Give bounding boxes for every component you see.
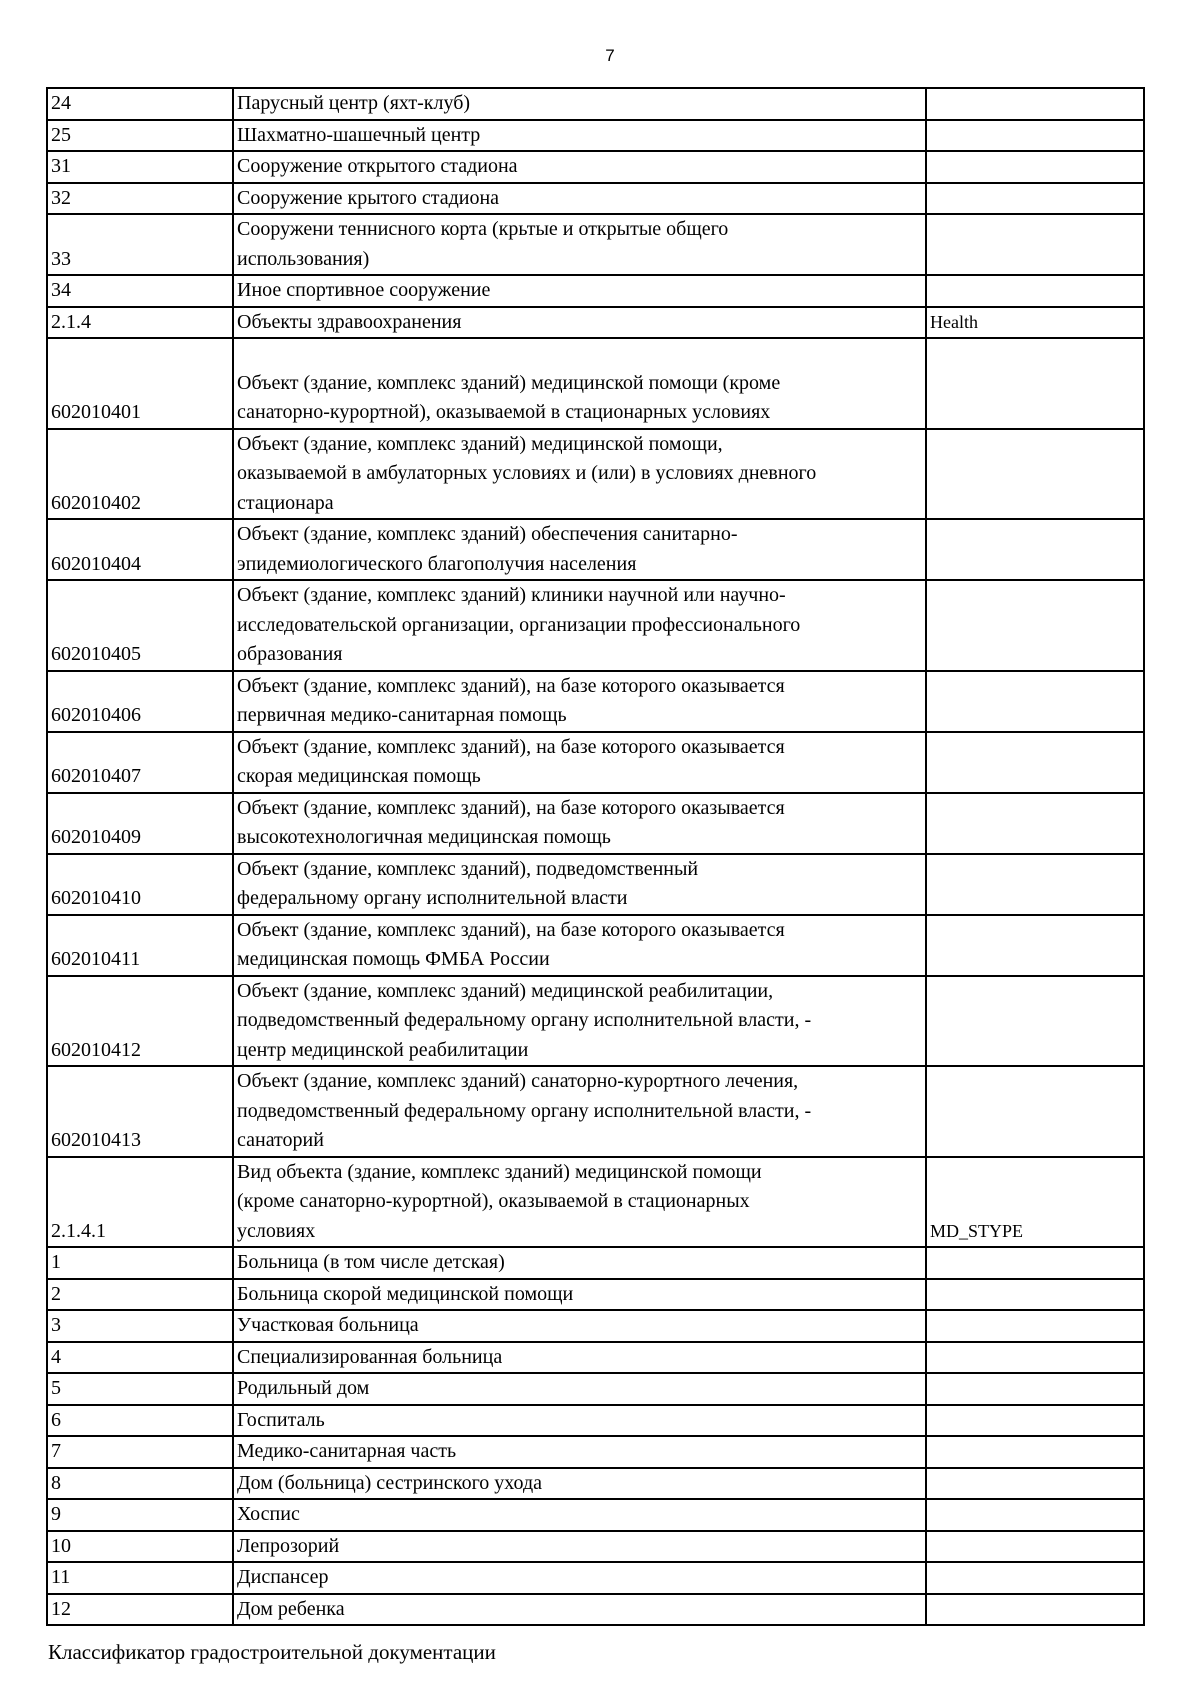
table-row	[47, 429, 1144, 520]
code-cell: 2	[47, 1279, 233, 1311]
name-cell: Лепрозорий	[233, 1531, 926, 1563]
table-row	[47, 338, 1144, 429]
table-row	[47, 732, 1144, 793]
name-cell: Объект (здание, комплекс зданий) клиники научной или научно- исследовательской организации, организации профессионального образования	[233, 580, 926, 671]
code-cell: 602010405	[47, 580, 233, 671]
tag-cell	[926, 88, 1144, 120]
code-cell: 2.1.4.1	[47, 1157, 233, 1248]
tag-cell: MD_STYPE	[926, 1157, 1144, 1248]
name-cell: Сооружени теннисного корта (крьтые и открытые общего использования)	[233, 214, 926, 275]
name-cell: Диспансер	[233, 1562, 926, 1594]
tag-cell	[926, 151, 1144, 183]
table-row	[47, 854, 1144, 915]
name-cell: Вид объекта (здание, комплекс зданий) медицинской помощи (кроме санаторно-курортной), оказываемой в стационарных условиях	[233, 1157, 926, 1248]
table-row	[47, 976, 1144, 1067]
table-row	[47, 1342, 1144, 1374]
tag-cell	[926, 1499, 1144, 1531]
name-cell: Специализированная больница	[233, 1342, 926, 1374]
name-cell: Объекты здравоохранения	[233, 307, 926, 339]
table-row	[47, 1468, 1144, 1500]
table-row	[47, 88, 1144, 120]
table-row	[47, 1066, 1144, 1157]
tag-cell	[926, 275, 1144, 307]
code-cell: 602010407	[47, 732, 233, 793]
table-row	[47, 793, 1144, 854]
name-cell: Объект (здание, комплекс зданий), подведомственный федеральному органу исполнительной власти	[233, 854, 926, 915]
tag-cell	[926, 1562, 1144, 1594]
code-cell: 25	[47, 120, 233, 152]
tag-cell	[926, 1373, 1144, 1405]
code-cell: 34	[47, 275, 233, 307]
code-cell: 5	[47, 1373, 233, 1405]
name-cell: Родильный дом	[233, 1373, 926, 1405]
code-cell: 602010409	[47, 793, 233, 854]
code-cell: 602010406	[47, 671, 233, 732]
document-footer: Классификатор градостроительной документации	[48, 1640, 496, 1664]
code-cell: 602010404	[47, 519, 233, 580]
code-cell: 12	[47, 1594, 233, 1626]
name-cell: Шахматно-шашечный центр	[233, 120, 926, 152]
tag-cell	[926, 1279, 1144, 1311]
table-row	[47, 1279, 1144, 1311]
table-row	[47, 1310, 1144, 1342]
tag-cell	[926, 214, 1144, 275]
code-cell: 2.1.4	[47, 307, 233, 339]
name-cell: Сооружение крытого стадиона	[233, 183, 926, 215]
name-cell: Объект (здание, комплекс зданий) медицинской реабилитации, подведомственный федеральному органу исполнительной власти, - центр медицинской реабилитации	[233, 976, 926, 1067]
tag-cell	[926, 338, 1144, 429]
name-cell: Дом (больница) сестринского ухода	[233, 1468, 926, 1500]
table-row	[47, 151, 1144, 183]
table-row	[47, 1499, 1144, 1531]
name-cell: Больница (в том числе детская)	[233, 1247, 926, 1279]
code-cell: 3	[47, 1310, 233, 1342]
table-row	[47, 1247, 1144, 1279]
code-cell: 602010410	[47, 854, 233, 915]
tag-cell	[926, 580, 1144, 671]
code-cell: 31	[47, 151, 233, 183]
table-row	[47, 1373, 1144, 1405]
name-cell: Объект (здание, комплекс зданий) санаторно-курортного лечения, подведомственный федеральному органу исполнительной власти, - санаторий	[233, 1066, 926, 1157]
table-row	[47, 1157, 1144, 1248]
name-cell: Сооружение открытого стадиона	[233, 151, 926, 183]
table-row	[47, 1531, 1144, 1563]
tag-cell	[926, 1436, 1144, 1468]
code-cell: 9	[47, 1499, 233, 1531]
name-cell: Госпиталь	[233, 1405, 926, 1437]
tag-cell	[926, 1468, 1144, 1500]
name-cell: Участковая больница	[233, 1310, 926, 1342]
name-cell: Объект (здание, комплекс зданий), на базе которого оказывается скорая медицинская помощь	[233, 732, 926, 793]
name-cell: Иное спортивное сооружение	[233, 275, 926, 307]
table-row	[47, 214, 1144, 275]
code-cell: 10	[47, 1531, 233, 1563]
name-cell: Объект (здание, комплекс зданий) медицинской помощи, оказываемой в амбулаторных условиях и (или) в условиях дневного стационара	[233, 429, 926, 520]
name-cell: Больница скорой медицинской помощи	[233, 1279, 926, 1311]
name-cell: Объект (здание, комплекс зданий), на базе которого оказывается высокотехнологичная медицинская помощь	[233, 793, 926, 854]
code-cell: 602010411	[47, 915, 233, 976]
tag-cell	[926, 1247, 1144, 1279]
code-cell: 32	[47, 183, 233, 215]
code-cell: 33	[47, 214, 233, 275]
name-cell: Хоспис	[233, 1499, 926, 1531]
tag-cell: Health	[926, 307, 1144, 339]
table-row	[47, 915, 1144, 976]
code-cell: 8	[47, 1468, 233, 1500]
name-cell: Объект (здание, комплекс зданий) медицинской помощи (кроме санаторно-курортной), оказываемой в стационарных условиях	[233, 338, 926, 429]
table-row	[47, 1436, 1144, 1468]
tag-cell	[926, 915, 1144, 976]
table-row	[47, 183, 1144, 215]
code-cell: 1	[47, 1247, 233, 1279]
tag-cell	[926, 1594, 1144, 1626]
name-cell: Объект (здание, комплекс зданий), на базе которого оказывается медицинская помощь ФМБА России	[233, 915, 926, 976]
tag-cell	[926, 976, 1144, 1067]
tag-cell	[926, 1066, 1144, 1157]
tag-cell	[926, 793, 1144, 854]
table-row	[47, 307, 1144, 339]
tag-cell	[926, 1405, 1144, 1437]
tag-cell	[926, 120, 1144, 152]
table-row	[47, 671, 1144, 732]
name-cell: Парусный центр (яхт-клуб)	[233, 88, 926, 120]
code-cell: 6	[47, 1405, 233, 1437]
code-cell: 602010402	[47, 429, 233, 520]
table-row	[47, 120, 1144, 152]
name-cell: Дом ребенка	[233, 1594, 926, 1626]
table-row	[47, 1594, 1144, 1626]
tag-cell	[926, 671, 1144, 732]
classifier-table	[46, 87, 1145, 1626]
tag-cell	[926, 183, 1144, 215]
tag-cell	[926, 732, 1144, 793]
code-cell: 7	[47, 1436, 233, 1468]
name-cell: Медико-санитарная часть	[233, 1436, 926, 1468]
code-cell: 11	[47, 1562, 233, 1594]
classifier-table-body	[47, 88, 1144, 1625]
table-row	[47, 1405, 1144, 1437]
code-cell: 602010401	[47, 338, 233, 429]
code-cell: 602010413	[47, 1066, 233, 1157]
name-cell: Объект (здание, комплекс зданий), на базе которого оказывается первичная медико-санитарная помощь	[233, 671, 926, 732]
tag-cell	[926, 429, 1144, 520]
name-cell: Объект (здание, комплекс зданий) обеспечения санитарно- эпидемиологического благополучия населения	[233, 519, 926, 580]
tag-cell	[926, 519, 1144, 580]
code-cell: 602010412	[47, 976, 233, 1067]
tag-cell	[926, 1342, 1144, 1374]
table-row	[47, 580, 1144, 671]
table-row	[47, 519, 1144, 580]
table-row	[47, 1562, 1144, 1594]
tag-cell	[926, 1531, 1144, 1563]
tag-cell	[926, 1310, 1144, 1342]
table-row	[47, 275, 1144, 307]
tag-cell	[926, 854, 1144, 915]
code-cell: 4	[47, 1342, 233, 1374]
page-number: 7	[605, 46, 615, 65]
code-cell: 24	[47, 88, 233, 120]
